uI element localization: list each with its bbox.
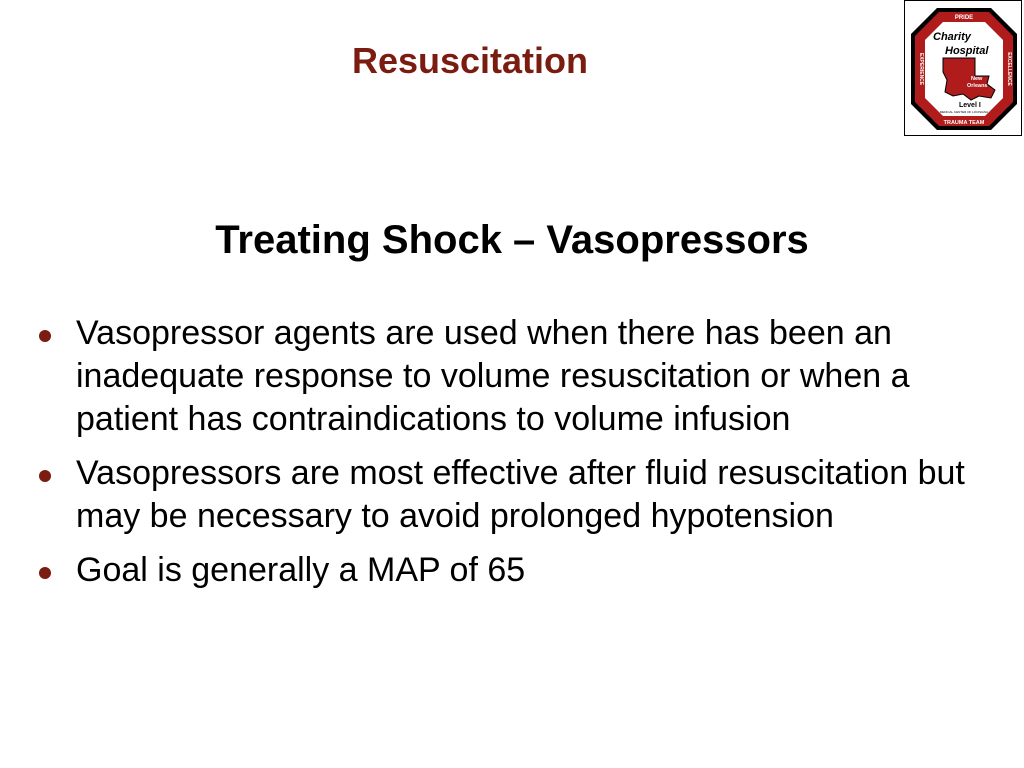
list-item	[34, 312, 994, 441]
bullet-text: Goal is generally a MAP of 65	[76, 551, 526, 589]
slide-heading: Treating Shock – Vasopressors	[215, 218, 809, 262]
bullet-dot-icon	[39, 470, 51, 482]
logo-left-text: EXPERIENCE	[918, 52, 924, 86]
logo-right-text: EXCELLENCE	[1006, 52, 1012, 86]
section-title: Resuscitation	[351, 40, 589, 81]
logo	[904, 0, 1022, 136]
logo-bottom-text: TRAUMA TEAM	[943, 120, 985, 126]
logo-level: Level I	[959, 102, 981, 109]
logo-city-line2: Orleans	[967, 83, 988, 89]
bullet-text: Vasopressors are most effective after fluid resuscitation but may be necessary to avoid prolonged hypotension	[76, 454, 965, 535]
charity-hospital-logo	[909, 6, 1019, 132]
list-item	[34, 549, 994, 592]
bullet-text: Vasopressor agents are used when there has been an inadequate response to volume resuscitation or when a patient has contraindications to volume infusion	[76, 314, 910, 438]
logo-name-line2: Hospital	[945, 45, 989, 57]
bullet-dot-icon	[39, 567, 51, 579]
logo-name-line1: Charity	[933, 31, 971, 43]
logo-top-text: PRIDE	[954, 15, 974, 21]
bullet-list	[34, 312, 994, 603]
logo-city-line1: New	[971, 76, 983, 82]
logo-subtitle: MEDICAL CENTER OF LOUISIANA	[939, 110, 989, 114]
bullet-dot-icon	[39, 330, 51, 342]
list-item	[34, 452, 994, 538]
